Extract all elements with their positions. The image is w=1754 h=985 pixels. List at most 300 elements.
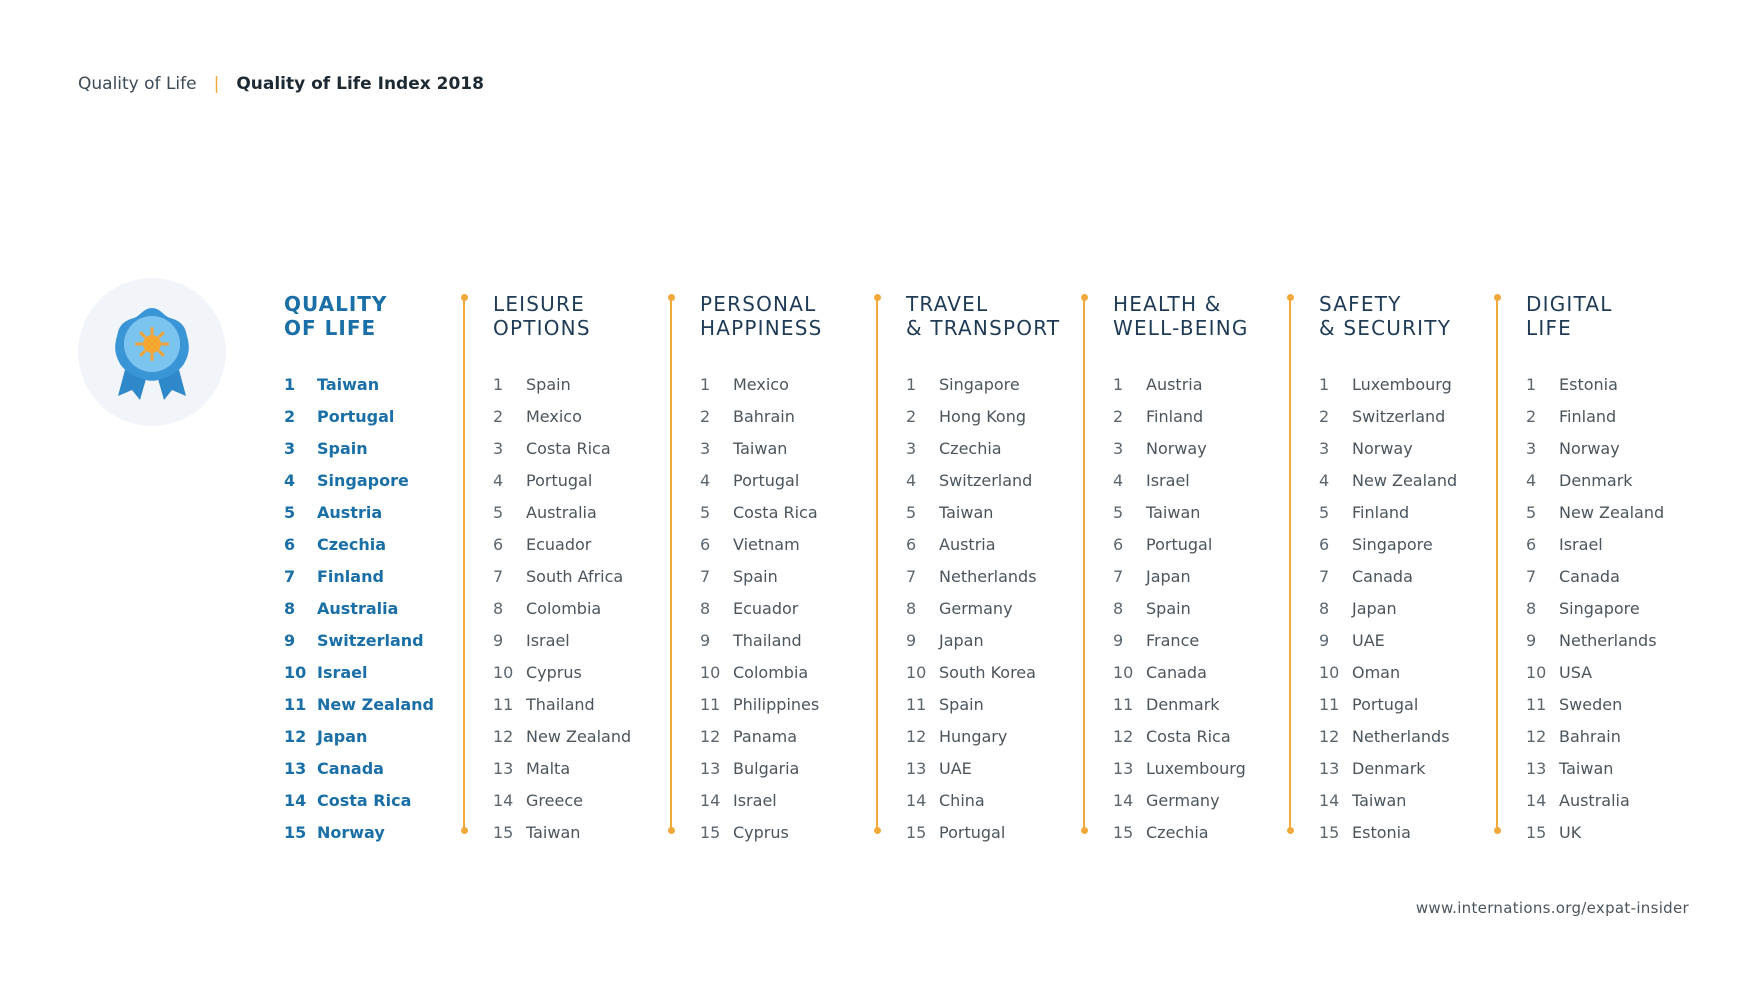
column-digital-life <box>1526 292 1726 848</box>
rank-number: 8 <box>1113 598 1124 618</box>
list-item <box>1526 720 1726 752</box>
rank-number: 7 <box>493 566 504 586</box>
rank-number: 1 <box>906 374 917 394</box>
list-item <box>493 368 693 400</box>
rank-number: 10 <box>1113 662 1134 682</box>
list-item <box>493 688 693 720</box>
list-item <box>1526 496 1726 528</box>
rank-list <box>700 368 900 848</box>
list-item <box>284 752 484 784</box>
rank-number: 13 <box>1526 758 1547 778</box>
column-divider <box>1083 297 1085 831</box>
list-item <box>284 560 484 592</box>
list-item <box>1526 432 1726 464</box>
country-name: UAE <box>939 758 972 778</box>
list-item <box>1526 688 1726 720</box>
rank-number: 2 <box>493 406 504 426</box>
country-name: Philippines <box>733 694 820 714</box>
rank-list <box>1526 368 1726 848</box>
list-item <box>493 432 693 464</box>
country-name: Japan <box>317 726 368 746</box>
country-name: Costa Rica <box>317 790 412 810</box>
list-item <box>700 464 900 496</box>
list-item <box>700 368 900 400</box>
country-name: Mexico <box>733 374 789 394</box>
list-item <box>1319 560 1519 592</box>
rank-number: 14 <box>1526 790 1547 810</box>
rank-number: 1 <box>1113 374 1124 394</box>
country-name: Portugal <box>317 406 395 426</box>
list-item <box>284 528 484 560</box>
country-name: Luxembourg <box>1146 758 1246 778</box>
country-name: Vietnam <box>733 534 800 554</box>
list-item <box>700 400 900 432</box>
list-item <box>1319 656 1519 688</box>
country-name: Oman <box>1352 662 1401 682</box>
list-item <box>493 560 693 592</box>
list-item <box>906 624 1106 656</box>
list-item <box>1113 624 1313 656</box>
rank-number: 14 <box>1113 790 1134 810</box>
country-name: South Africa <box>526 566 624 586</box>
column-title: SAFETY & SECURITY <box>1319 292 1452 340</box>
country-name: Cyprus <box>526 662 582 682</box>
country-name: France <box>1146 630 1200 650</box>
breadcrumb-separator: | <box>213 74 220 94</box>
column-divider <box>670 297 672 831</box>
country-name: Israel <box>733 790 777 810</box>
rank-number: 4 <box>700 470 711 490</box>
rank-number: 3 <box>906 438 917 458</box>
rank-list <box>493 368 693 848</box>
list-item <box>1526 784 1726 816</box>
rank-number: 11 <box>284 694 307 714</box>
column-travel-transport <box>906 292 1106 848</box>
list-item <box>700 784 900 816</box>
rank-number: 8 <box>1319 598 1330 618</box>
list-item <box>1113 560 1313 592</box>
country-name: Finland <box>1146 406 1204 426</box>
country-name: Austria <box>1146 374 1203 394</box>
country-name: Hungary <box>939 726 1008 746</box>
country-name: Thailand <box>733 630 802 650</box>
rank-number: 4 <box>1113 470 1124 490</box>
rank-number: 12 <box>1113 726 1134 746</box>
rank-number: 15 <box>700 822 721 842</box>
country-name: Netherlands <box>1352 726 1450 746</box>
country-name: Hong Kong <box>939 406 1026 426</box>
list-item <box>284 592 484 624</box>
country-name: Costa Rica <box>733 502 818 522</box>
rank-number: 15 <box>493 822 514 842</box>
country-name: Bahrain <box>1559 726 1621 746</box>
list-item <box>700 624 900 656</box>
country-name: Taiwan <box>526 822 581 842</box>
country-name: Germany <box>1146 790 1220 810</box>
rank-number: 13 <box>1319 758 1340 778</box>
rank-number: 11 <box>1526 694 1547 714</box>
rank-number: 14 <box>906 790 927 810</box>
rank-number: 10 <box>700 662 721 682</box>
list-item <box>1113 400 1313 432</box>
country-name: Norway <box>1559 438 1620 458</box>
country-name: Luxembourg <box>1352 374 1452 394</box>
list-item <box>1526 560 1726 592</box>
list-item <box>284 720 484 752</box>
country-name: Taiwan <box>1352 790 1407 810</box>
list-item <box>493 528 693 560</box>
list-item <box>493 784 693 816</box>
country-name: Spain <box>939 694 984 714</box>
country-name: Portugal <box>733 470 800 490</box>
list-item <box>1319 624 1519 656</box>
list-item <box>284 464 484 496</box>
rank-number: 7 <box>1526 566 1537 586</box>
rank-number: 11 <box>700 694 721 714</box>
country-name: South Korea <box>939 662 1036 682</box>
country-name: Portugal <box>939 822 1006 842</box>
list-item <box>493 752 693 784</box>
rank-number: 2 <box>1526 406 1537 426</box>
country-name: Ecuador <box>733 598 799 618</box>
list-item <box>906 752 1106 784</box>
list-item <box>284 816 484 848</box>
rank-number: 4 <box>1319 470 1330 490</box>
column-title: LEISURE OPTIONS <box>493 292 591 340</box>
column-title: HEALTH & WELL-BEING <box>1113 292 1249 340</box>
rank-number: 12 <box>1526 726 1547 746</box>
rank-number: 9 <box>1113 630 1124 650</box>
list-item <box>700 592 900 624</box>
country-name: Colombia <box>526 598 602 618</box>
rank-number: 11 <box>1319 694 1340 714</box>
rank-number: 6 <box>700 534 711 554</box>
list-item <box>906 816 1106 848</box>
country-name: New Zealand <box>1352 470 1458 490</box>
rank-number: 6 <box>1113 534 1124 554</box>
rank-number: 10 <box>284 662 307 682</box>
list-item <box>1113 496 1313 528</box>
rank-number: 8 <box>284 598 296 618</box>
rank-number: 12 <box>1319 726 1340 746</box>
country-name: New Zealand <box>317 694 434 714</box>
list-item <box>493 496 693 528</box>
rank-number: 9 <box>906 630 917 650</box>
rank-number: 3 <box>493 438 504 458</box>
country-name: New Zealand <box>526 726 632 746</box>
country-name: Taiwan <box>317 374 380 394</box>
list-item <box>1526 464 1726 496</box>
country-name: Israel <box>526 630 570 650</box>
list-item <box>1526 528 1726 560</box>
rank-number: 3 <box>700 438 711 458</box>
list-item <box>906 496 1106 528</box>
rank-number: 1 <box>284 374 296 394</box>
list-item <box>700 656 900 688</box>
list-item <box>1319 368 1519 400</box>
column-safety-security <box>1319 292 1519 848</box>
rank-number: 14 <box>1319 790 1340 810</box>
rank-number: 13 <box>906 758 927 778</box>
country-name: Finland <box>1559 406 1617 426</box>
country-name: Singapore <box>317 470 409 490</box>
country-name: Netherlands <box>939 566 1037 586</box>
country-name: Portugal <box>1146 534 1213 554</box>
rank-number: 2 <box>1113 406 1124 426</box>
list-item <box>1113 816 1313 848</box>
country-name: Finland <box>317 566 384 586</box>
rank-number: 2 <box>1319 406 1330 426</box>
country-name: Israel <box>317 662 368 682</box>
column-divider <box>463 297 465 831</box>
rank-number: 7 <box>1319 566 1330 586</box>
column-divider <box>1289 297 1291 831</box>
list-item <box>493 624 693 656</box>
rank-number: 14 <box>284 790 307 810</box>
rank-number: 2 <box>700 406 711 426</box>
column-divider <box>876 297 878 831</box>
country-name: Cyprus <box>733 822 789 842</box>
country-name: Czechia <box>939 438 1002 458</box>
rank-number: 5 <box>1319 502 1330 522</box>
country-name: New Zealand <box>1559 502 1665 522</box>
country-name: Japan <box>1352 598 1397 618</box>
country-name: Costa Rica <box>526 438 611 458</box>
list-item <box>906 400 1106 432</box>
country-name: Japan <box>939 630 984 650</box>
country-name: Singapore <box>1559 598 1640 618</box>
country-name: Canada <box>317 758 384 778</box>
list-item <box>1113 752 1313 784</box>
footer-url[interactable]: www.internations.org/expat-insider <box>1415 899 1689 917</box>
list-item <box>1113 656 1313 688</box>
rank-number: 5 <box>700 502 711 522</box>
rank-number: 4 <box>1526 470 1537 490</box>
rank-number: 15 <box>906 822 927 842</box>
list-item <box>700 816 900 848</box>
country-name: Greece <box>526 790 583 810</box>
country-name: Bulgaria <box>733 758 800 778</box>
rank-list <box>284 368 484 848</box>
country-name: Norway <box>1352 438 1413 458</box>
rank-list <box>1113 368 1313 848</box>
rank-number: 1 <box>493 374 504 394</box>
country-name: Switzerland <box>939 470 1033 490</box>
list-item <box>906 432 1106 464</box>
list-item <box>1526 816 1726 848</box>
list-item <box>1526 368 1726 400</box>
country-name: Australia <box>1559 790 1630 810</box>
column-title: DIGITAL LIFE <box>1526 292 1613 340</box>
country-name: Malta <box>526 758 571 778</box>
rank-number: 14 <box>700 790 721 810</box>
country-name: Taiwan <box>1146 502 1201 522</box>
country-name: Switzerland <box>1352 406 1446 426</box>
rank-number: 10 <box>1526 662 1547 682</box>
rank-number: 11 <box>906 694 927 714</box>
country-name: Germany <box>939 598 1013 618</box>
rank-number: 10 <box>906 662 927 682</box>
country-name: Taiwan <box>733 438 788 458</box>
column-quality-of-life <box>284 292 484 848</box>
rank-number: 9 <box>1526 630 1537 650</box>
country-name: Czechia <box>1146 822 1209 842</box>
column-title: TRAVEL & TRANSPORT <box>906 292 1061 340</box>
rank-number: 8 <box>493 598 504 618</box>
list-item <box>1526 656 1726 688</box>
rank-number: 15 <box>1319 822 1340 842</box>
rank-list <box>1319 368 1519 848</box>
rank-number: 6 <box>906 534 917 554</box>
list-item <box>284 432 484 464</box>
rank-number: 2 <box>284 406 296 426</box>
country-name: Switzerland <box>317 630 424 650</box>
rank-number: 15 <box>1526 822 1547 842</box>
rank-number: 13 <box>493 758 514 778</box>
rank-number: 6 <box>493 534 504 554</box>
country-name: Spain <box>733 566 778 586</box>
list-item <box>1526 752 1726 784</box>
list-item <box>1319 528 1519 560</box>
list-item <box>700 528 900 560</box>
country-name: Denmark <box>1559 470 1633 490</box>
list-item <box>1113 592 1313 624</box>
list-item <box>906 592 1106 624</box>
list-item <box>906 720 1106 752</box>
country-name: Singapore <box>939 374 1020 394</box>
rank-number: 7 <box>284 566 296 586</box>
list-item <box>906 528 1106 560</box>
list-item <box>1113 528 1313 560</box>
rank-number: 9 <box>1319 630 1330 650</box>
list-item <box>906 464 1106 496</box>
list-item <box>1319 464 1519 496</box>
rank-number: 1 <box>1319 374 1330 394</box>
country-name: UAE <box>1352 630 1385 650</box>
list-item <box>700 496 900 528</box>
list-item <box>700 752 900 784</box>
rank-number: 12 <box>700 726 721 746</box>
country-name: Panama <box>733 726 798 746</box>
rank-number: 8 <box>700 598 711 618</box>
award-rosette-icon <box>78 278 226 426</box>
list-item <box>493 656 693 688</box>
country-name: Australia <box>526 502 597 522</box>
rank-number: 9 <box>700 630 711 650</box>
list-item <box>1113 720 1313 752</box>
rank-number: 9 <box>284 630 296 650</box>
rank-number: 13 <box>284 758 307 778</box>
rank-number: 8 <box>906 598 917 618</box>
country-name: Israel <box>1559 534 1603 554</box>
column-health-well-being <box>1113 292 1313 848</box>
country-name: Taiwan <box>1559 758 1614 778</box>
rank-number: 7 <box>906 566 917 586</box>
breadcrumb <box>78 74 484 94</box>
country-name: Spain <box>1146 598 1191 618</box>
country-name: Singapore <box>1352 534 1433 554</box>
rank-number: 12 <box>284 726 307 746</box>
column-divider <box>1496 297 1498 831</box>
column-title: PERSONAL HAPPINESS <box>700 292 823 340</box>
list-item <box>493 720 693 752</box>
list-item <box>284 496 484 528</box>
rank-number: 11 <box>493 694 514 714</box>
rank-number: 5 <box>1113 502 1124 522</box>
list-item <box>1319 688 1519 720</box>
country-name: Netherlands <box>1559 630 1657 650</box>
list-item <box>493 592 693 624</box>
list-item <box>700 432 900 464</box>
rank-number: 4 <box>906 470 917 490</box>
rank-number: 11 <box>1113 694 1134 714</box>
rank-number: 6 <box>284 534 296 554</box>
country-name: Canada <box>1559 566 1620 586</box>
country-name: Taiwan <box>939 502 994 522</box>
list-item <box>1526 592 1726 624</box>
country-name: Denmark <box>1352 758 1426 778</box>
rank-number: 3 <box>1526 438 1537 458</box>
list-item <box>1319 592 1519 624</box>
list-item <box>1113 368 1313 400</box>
list-item <box>1113 688 1313 720</box>
rank-number: 15 <box>284 822 307 842</box>
list-item <box>1319 784 1519 816</box>
list-item <box>1526 624 1726 656</box>
list-item <box>1113 432 1313 464</box>
list-item <box>1319 720 1519 752</box>
rank-number: 3 <box>1319 438 1330 458</box>
list-item <box>1319 752 1519 784</box>
list-item <box>906 368 1106 400</box>
rank-number: 4 <box>493 470 504 490</box>
rank-number: 5 <box>493 502 504 522</box>
list-item <box>493 464 693 496</box>
country-name: Finland <box>1352 502 1410 522</box>
rank-number: 7 <box>1113 566 1124 586</box>
country-name: Costa Rica <box>1146 726 1231 746</box>
rank-number: 12 <box>906 726 927 746</box>
rank-number: 14 <box>493 790 514 810</box>
rank-number: 10 <box>493 662 514 682</box>
rank-number: 9 <box>493 630 504 650</box>
country-name: Norway <box>317 822 385 842</box>
rank-number: 6 <box>1319 534 1330 554</box>
rank-number: 2 <box>906 406 917 426</box>
list-item <box>493 816 693 848</box>
list-item <box>1319 496 1519 528</box>
list-item <box>906 560 1106 592</box>
rank-number: 12 <box>493 726 514 746</box>
rank-number: 1 <box>1526 374 1537 394</box>
country-name: Spain <box>526 374 571 394</box>
country-name: Austria <box>939 534 996 554</box>
rank-number: 6 <box>1526 534 1537 554</box>
breadcrumb-section[interactable]: Quality of Life <box>78 74 197 94</box>
list-item <box>906 784 1106 816</box>
country-name: Mexico <box>526 406 582 426</box>
country-name: Colombia <box>733 662 809 682</box>
country-name: Austria <box>317 502 383 522</box>
country-name: Thailand <box>526 694 595 714</box>
list-item <box>700 688 900 720</box>
rank-number: 4 <box>284 470 296 490</box>
country-name: Norway <box>1146 438 1207 458</box>
column-title: QUALITY OF LIFE <box>284 292 388 340</box>
rank-number: 5 <box>1526 502 1537 522</box>
rank-number: 1 <box>700 374 711 394</box>
rank-number: 13 <box>700 758 721 778</box>
